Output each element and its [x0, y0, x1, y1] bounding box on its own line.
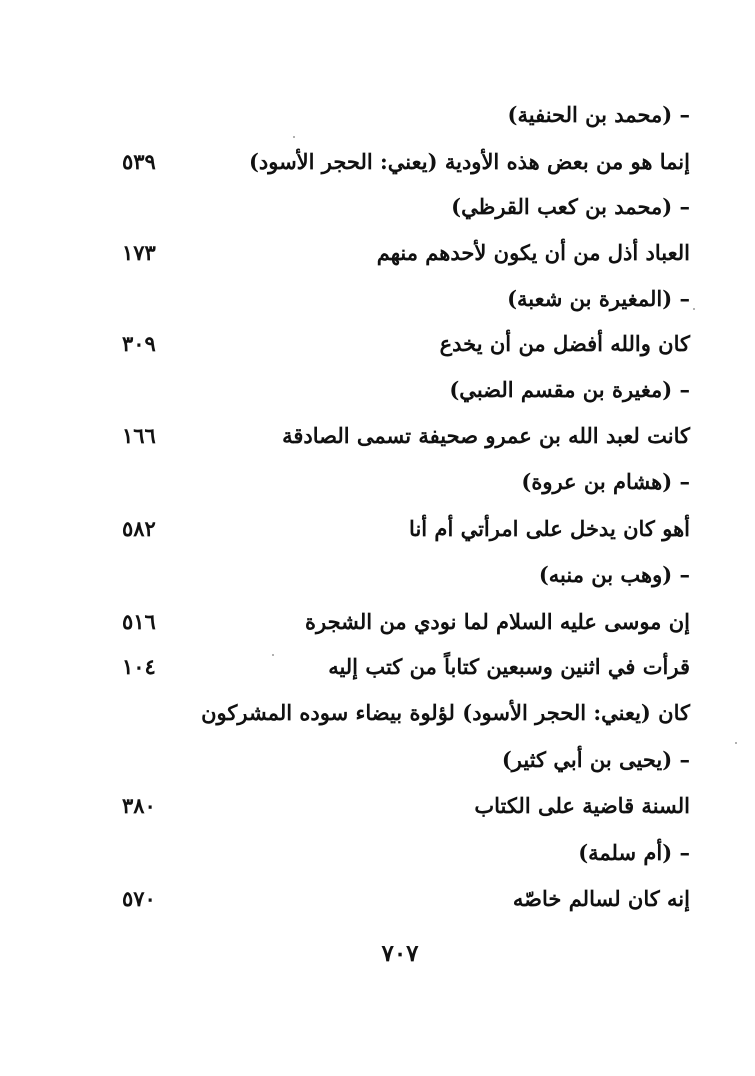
scan-speck [693, 308, 695, 310]
list-item [100, 694, 690, 734]
narrator-heading: – (المغيرة بن شعبة) [507, 286, 690, 311]
page-reference: ٥٧٠ [122, 886, 156, 911]
quote-text: أهو كان يدخل على امرأتي أم أنا [409, 516, 690, 541]
quote-text: كان (يعني: الحجر الأسود) لؤلوة بيضاء سوده المشركون [201, 700, 690, 725]
narrator-heading: – (وهب بن منبه) [538, 562, 690, 587]
list-item [100, 188, 690, 228]
scan-speck [735, 742, 737, 744]
page-reference: ٥١٦ [122, 609, 156, 634]
narrator-heading: – (يحيى بن أبي كثير) [501, 747, 690, 772]
page-reference: ١٧٣ [122, 240, 156, 265]
list-item [100, 510, 690, 550]
list-item [100, 280, 690, 320]
narrator-heading: – (هشام بن عروة) [521, 469, 690, 494]
list-item [100, 234, 690, 274]
page-reference: ٣٠٩ [122, 331, 156, 356]
narrator-heading: – (محمد بن الحنفية) [507, 102, 690, 127]
page-reference: ١٠٤ [122, 654, 156, 679]
quote-text: إنما هو من بعض هذه الأودية (يعني: الحجر الأسود) [248, 149, 690, 174]
quote-text: إن موسى عليه السلام لما نودي من الشجرة [305, 609, 690, 634]
scan-speck [272, 654, 274, 656]
list-item [100, 741, 690, 781]
list-item [100, 880, 690, 920]
page-reference: ١٦٦ [122, 423, 156, 448]
narrator-heading: – (مغيرة بن مقسم الضبي) [449, 377, 690, 402]
list-item [100, 556, 690, 596]
quote-text: قرأت في اثنين وسبعين كتاباً من كتب إليه [328, 654, 690, 679]
page-reference: ٣٨٠ [122, 793, 156, 818]
list-item [100, 648, 690, 688]
list-item [100, 463, 690, 503]
page-number: ٧٠٧ [381, 940, 419, 967]
quote-text: إنه كان لسالم خاصّه [512, 886, 690, 911]
quote-text: كانت لعبد الله بن عمرو صحيفة تسمى الصادقة [282, 423, 690, 448]
scan-speck [293, 136, 295, 138]
list-item [100, 143, 690, 183]
list-item [100, 371, 690, 411]
list-item [100, 325, 690, 365]
narrator-heading: – (أم سلمة) [578, 840, 690, 865]
quote-text: العباد أذل من أن يكون لأحدهم منهم [376, 240, 690, 265]
page-reference: ٥٣٩ [122, 149, 156, 174]
quote-text: السنة قاضية على الكتاب [474, 793, 690, 818]
list-item [100, 96, 690, 136]
list-item [100, 834, 690, 874]
narrator-heading: – (محمد بن كعب القرظي) [451, 194, 690, 219]
list-item [100, 787, 690, 827]
page-reference: ٥٨٢ [122, 516, 156, 541]
quote-text: كان والله أفضل من أن يخدع [439, 331, 690, 356]
list-item [100, 417, 690, 457]
list-item [100, 603, 690, 643]
